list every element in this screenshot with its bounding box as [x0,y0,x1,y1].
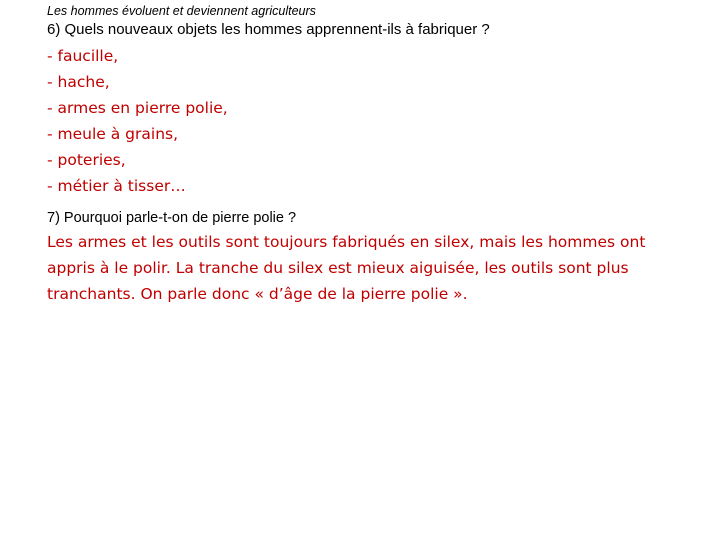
answer-6-item: - poteries, [47,151,126,169]
answer-6-item: - meule à grains, [47,125,179,143]
question-6: 6) Quels nouveaux objets les hommes apprennent-ils à fabriquer ? [47,21,490,38]
answer-7-paragraph [47,229,687,307]
answer-6-item: - faucille, [47,47,119,65]
answer-7-line: appris à le polir. La tranche du silex est mieux aiguisée, les outils sont plus [47,259,629,277]
page-header: Les hommes évoluent et deviennent agriculteurs [47,4,316,18]
answer-6-item: - armes en pierre polie, [47,99,228,117]
answer-7-line: Les armes et les outils sont toujours fabriqués en silex, mais les hommes ont [47,233,646,251]
question-7: 7) Pourquoi parle-t-on de pierre polie ? [47,210,297,226]
answer-6-list [47,43,228,199]
answer-6-item: - métier à tisser… [47,177,186,195]
answer-6-item: - hache, [47,73,110,91]
answer-7-line: tranchants. On parle donc « d’âge de la pierre polie ». [47,285,468,303]
